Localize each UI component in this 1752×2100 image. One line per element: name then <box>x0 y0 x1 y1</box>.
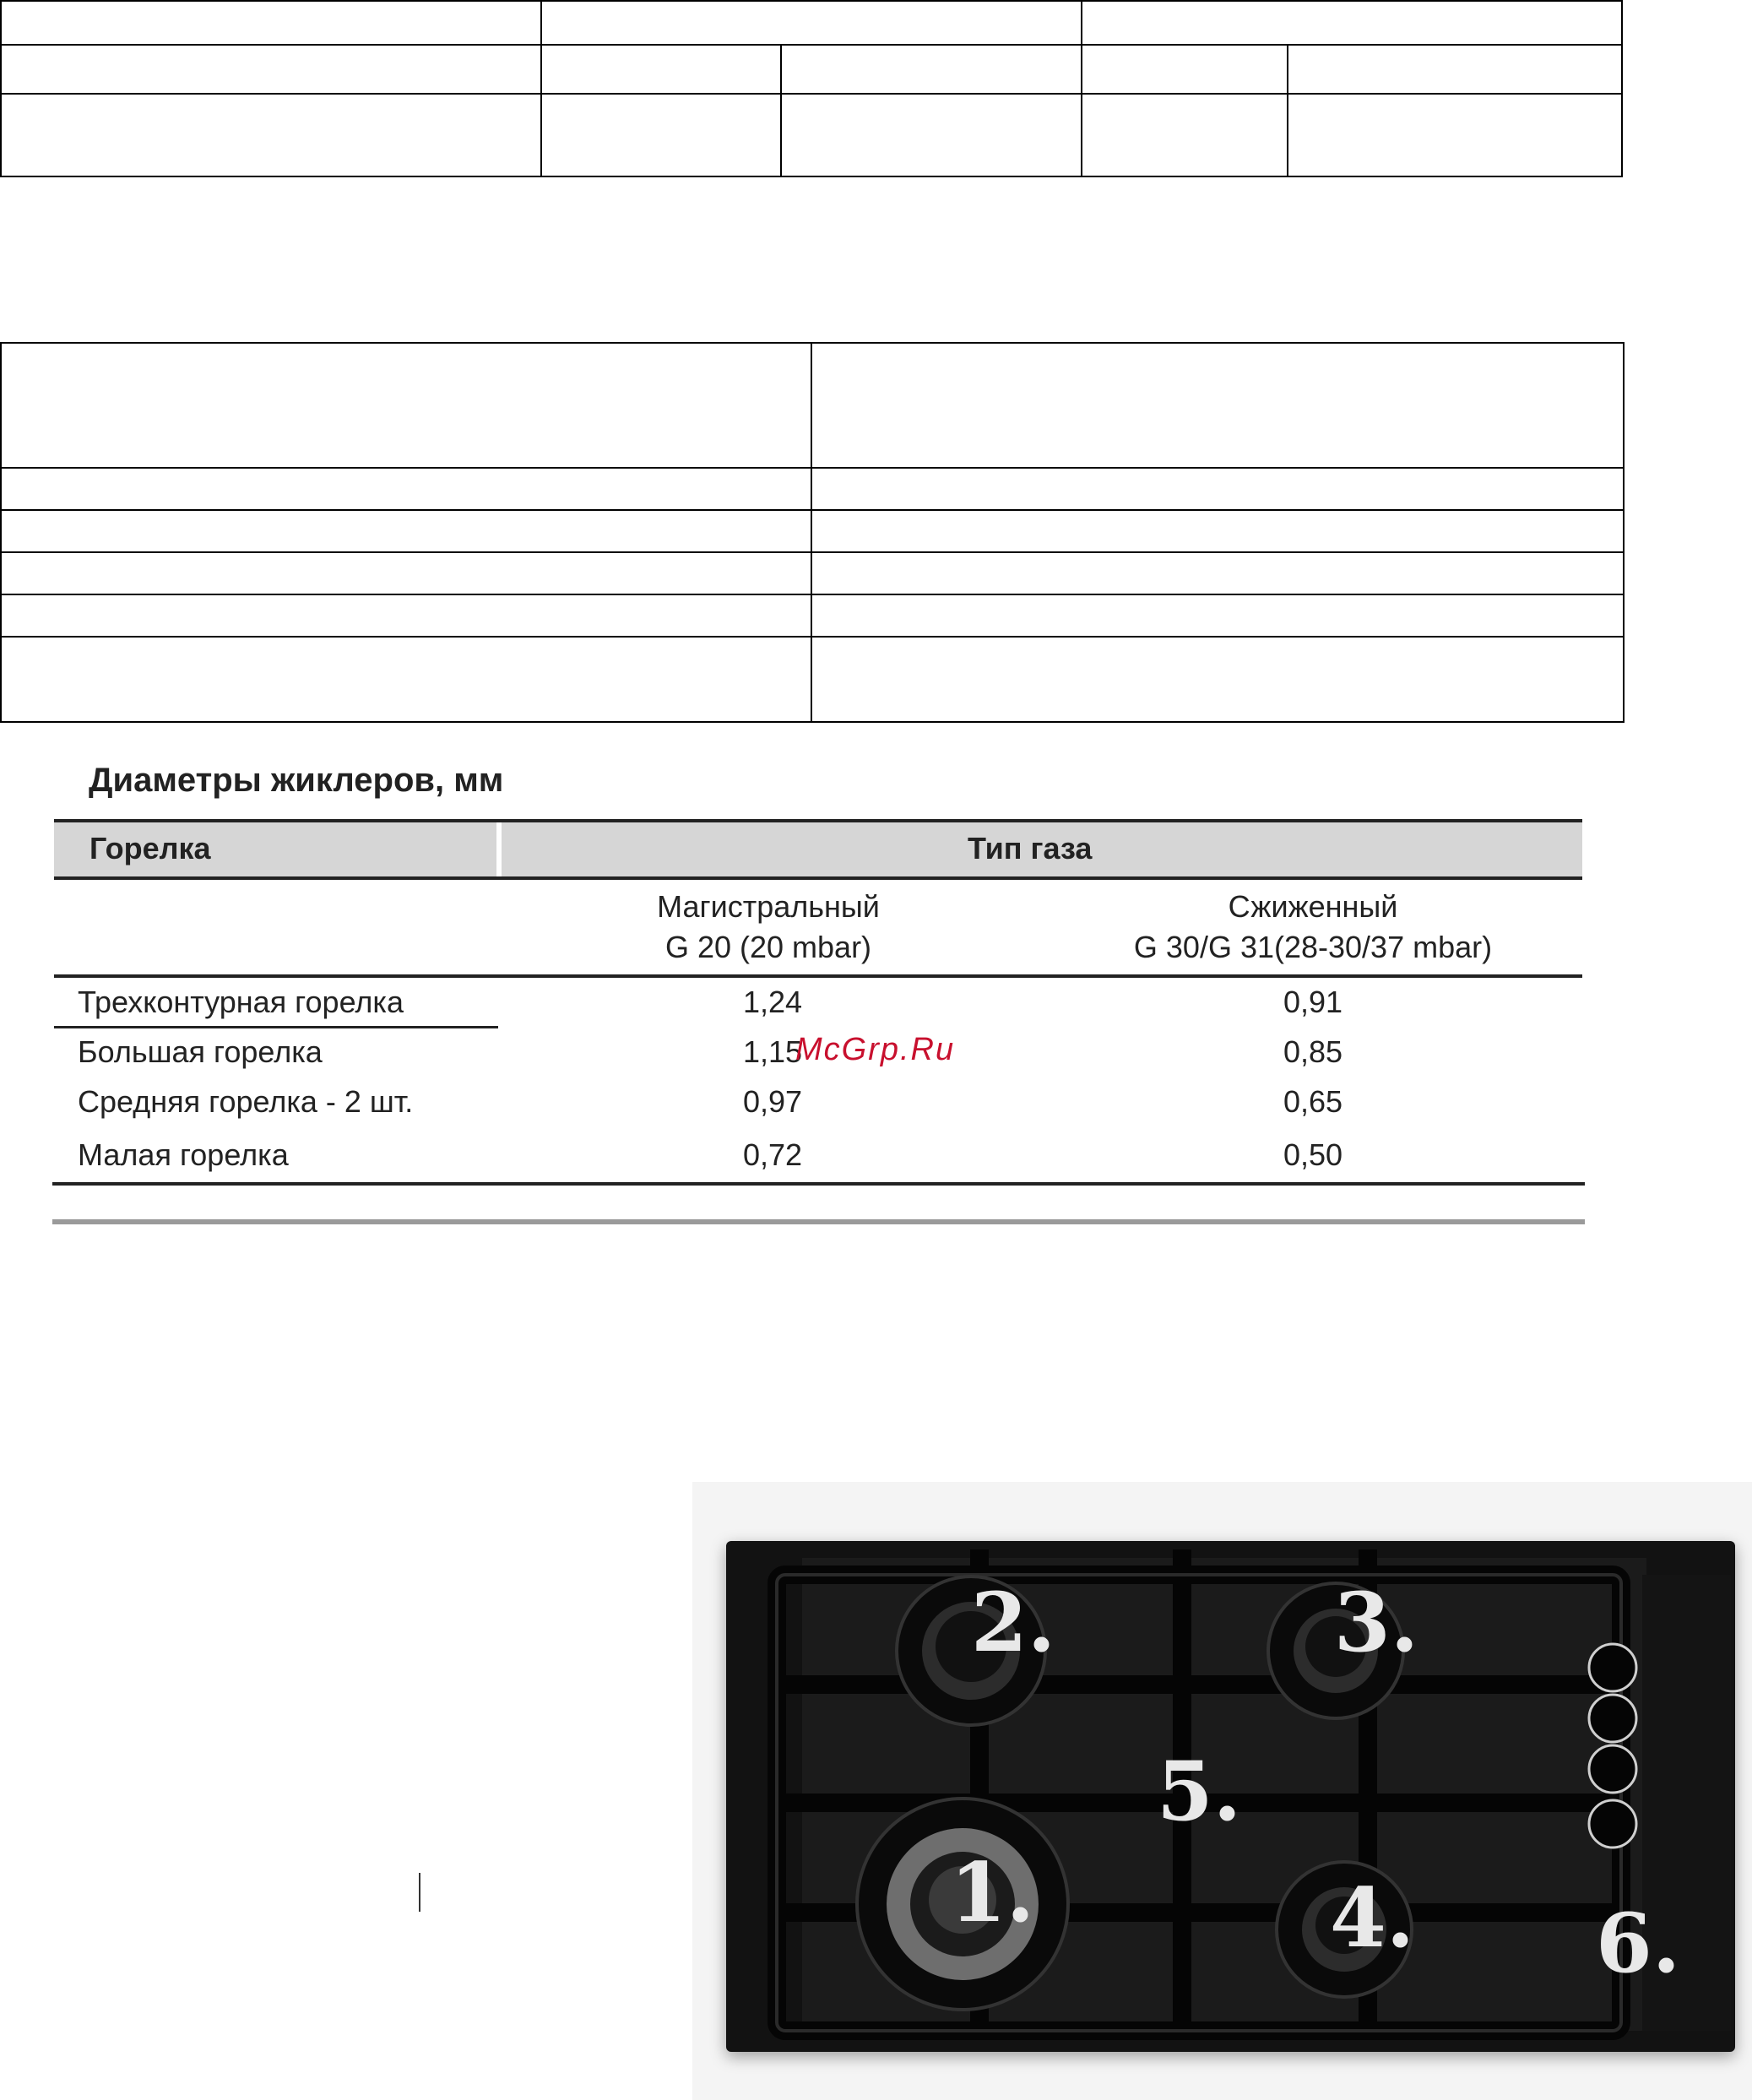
table-cell <box>811 342 1625 469</box>
col-natural-name: Магистральный <box>657 889 880 924</box>
header-gas-type: Тип газа <box>968 831 1093 866</box>
jet-lpg: 0,65 <box>1283 1084 1343 1119</box>
table-cell <box>0 509 812 553</box>
cooktop-photo <box>726 1541 1735 2052</box>
jet-natural: 0,97 <box>742 1084 803 1119</box>
watermark: McGrp.Ru <box>795 1032 956 1067</box>
table-cell <box>1287 93 1623 177</box>
table-cell <box>811 636 1625 723</box>
header-burner: Горелка <box>89 831 211 866</box>
table-cell <box>540 93 782 177</box>
jet-lpg: 0,50 <box>1283 1137 1343 1172</box>
table-cell <box>0 44 542 95</box>
table-cell <box>0 93 542 177</box>
burner-label: Средняя горелка - 2 шт. <box>78 1084 414 1119</box>
subheader-rule <box>54 974 1582 978</box>
table-cell <box>811 551 1625 595</box>
table-cell <box>780 93 1082 177</box>
jet-table-header <box>54 819 1582 880</box>
jet-lpg: 0,91 <box>1283 985 1343 1019</box>
label-burner-1: 1. <box>950 1845 1035 1940</box>
burner-label: Трехконтурная горелка <box>78 985 404 1019</box>
table-cell <box>540 44 782 95</box>
table-cell <box>811 594 1625 638</box>
table-cell <box>1081 0 1623 46</box>
jet-table-title: Диаметры жиклеров, мм <box>89 762 504 799</box>
burner-label: Большая горелка <box>78 1034 323 1069</box>
table-cell <box>1081 44 1288 95</box>
col-natural <box>591 887 946 968</box>
jet-lpg: 0,85 <box>1283 1034 1343 1069</box>
jet-natural: 1,24 <box>742 985 803 1019</box>
table-cell <box>0 636 812 723</box>
table-cell <box>0 594 812 638</box>
table-cell <box>1287 44 1623 95</box>
table-cell <box>811 467 1625 511</box>
row-underline <box>54 1026 498 1028</box>
col-lpg-spec: G 30/G 31(28-30/37 mbar) <box>1133 930 1493 964</box>
label-burner-3: 3. <box>1334 1575 1419 1670</box>
label-burner-2: 2. <box>971 1575 1056 1670</box>
header-divider <box>496 822 502 876</box>
burner-label: Малая горелка <box>78 1137 289 1172</box>
table-bottom-rule <box>52 1182 1585 1186</box>
col-natural-spec: G 20 (20 mbar) <box>664 930 872 964</box>
jet-natural: 1,15 <box>742 1034 803 1069</box>
label-controls-6: 6. <box>1596 1896 1681 1991</box>
table-cell <box>811 509 1625 553</box>
table-cell <box>0 0 542 46</box>
table-cell <box>1081 93 1288 177</box>
label-burner-4: 4. <box>1330 1870 1415 1966</box>
table-cell <box>780 44 1082 95</box>
col-lpg-name: Сжиженный <box>1228 889 1398 924</box>
vertical-mark <box>419 1873 420 1912</box>
col-lpg <box>1060 887 1566 968</box>
jet-natural: 0,72 <box>742 1137 803 1172</box>
table-cell <box>0 467 812 511</box>
table-cell <box>0 342 812 469</box>
table-cell <box>0 551 812 595</box>
table-cell <box>540 0 1082 46</box>
gray-rule <box>52 1219 1585 1224</box>
label-grate-5: 5. <box>1157 1744 1242 1839</box>
